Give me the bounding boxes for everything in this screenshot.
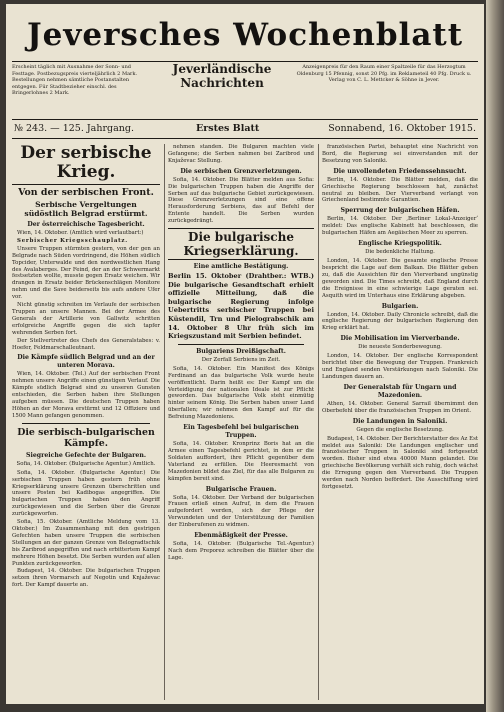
article-paragraph: Serbischer Kriegsschauplatz. — [17, 237, 128, 244]
article-paragraph: Nicht günstig schreiten im Verlaufe der serbischen Truppen an unsere Mannen. Bei der Armee des Generals der Artillerie von Gallwitz schritten erfolgreiche Angriffe gegen die sich tapfer wehrenden Serben fort. — [12, 302, 160, 336]
subheadline-movement: Die neueste Sonderbewegung. — [358, 344, 442, 351]
dateline-bottom-rule — [12, 138, 478, 139]
subheadline-attitude: Die bedenkliche Haltung. — [365, 249, 435, 256]
section-english-policy: Englische Kriegspolitik. — [358, 240, 442, 248]
headline-bulgarian-declaration: Die bulgarische Kriegserklärung. — [183, 230, 299, 259]
article-divider — [178, 344, 304, 345]
issue-number: № 243. — 125. Jahrgang. — [14, 123, 134, 134]
article-paragraph: Sofia, 15. Oktober. (Amtliche Meldung vom 13. Oktober.) Im Zusammenhang mit den gestrigen Gefechten haben unsere Truppen die serbischen Stellungen an der ganzen Grenze von Belogradtschik bis Zaribrod angegriffen und nach erbittertem Kampf mehrere Höhen besetzt. Die Serben wurden auf allen Punkten zurückgeworfen. — [12, 519, 160, 567]
article-paragraph: Berlin, 14. Oktober. Der ‚Berliner Lokal-Anzeiger‘ meldet: Das englische Kabinett hat beschlossen, die bulgarischen Häfen am Aegäischen Meer zu sperren. — [322, 216, 478, 237]
section-press: Ebenmäßigkeit der Presse. — [194, 532, 288, 540]
column-2 — [168, 144, 314, 700]
article-paragraph: London, 14. Oktober. Der englische Korrespondent berichtet über die Bewegung der Truppen. Frankreich und England senden Verstärkungen nach Saloniki. Die Landungen dauern an. — [322, 353, 478, 380]
advertising-info: Anzeigenpreis für den Raum einer Spaltzeile für das Herzogtum Oldenburg 15 Pfennig, sonst 20 Pfg. im Reklameteil 40 Pfg. Druck u. Verlag von C. L. Mettcker & Söhne in Jever. — [296, 64, 472, 84]
supplement-title-line1: Jeverländische — [172, 62, 272, 76]
section-bulgarian-women: Bulgarische Frauen. — [205, 485, 277, 493]
section-ports: Sperrung der bulgarischen Häfen. — [340, 207, 460, 215]
article-divider — [22, 423, 150, 424]
headline-box — [168, 228, 314, 260]
article-paragraph: Unsere Truppen stürmten gestern, von der gen an Belgrade nach Süden vordringend, die Höhen südlich Topcider, Unterwalde und den nordwestlichen Hang des Avalaberges. Der Feind, der an der Schwermarkt festsetzten wollte, musste gegen Ersatz weichen. Wir drangen in Ersatz beider Brückenschlägen Monitore nehm und die Save beiderseits bis aufs andere Ufer vor. — [12, 245, 160, 301]
article-paragraph: Der Stellvertreter des Chefs des Generalstabes: v. Hoefer, Feldmarschalleutnant. — [12, 337, 160, 351]
dateline — [12, 122, 478, 136]
article-paragraph: Budapest, 14. Oktober. Die bulgarischen Truppen setzen ihren Vormarsch auf Negotin und Knjaževac fort. Der Kampf dauerte an. — [12, 568, 160, 589]
subheadline-occupation: Gegen die englische Besetzung. — [356, 426, 444, 433]
article-paragraph: nehmen standen. Die Bulgaren machten viele Gefangene; die Serben nahmen bei Zaribrod und Knjaževac Stellung. — [168, 144, 314, 164]
article-paragraph: Athen, 14. Oktober. General Sarrail übernimmt den Oberbefehl über die französischen Truppen im Orient. — [322, 400, 478, 414]
subscription-info: Erscheint täglich mit Ausnahme der Sonn- und Festtage. Postbezugspreis vierteljährlich 2 Mark. Bestellungen nehmen sämtliche Postanstalten entgegen. Für Stadtbezieher einschl. des Bringerlohnes 2 Mark. — [12, 64, 138, 97]
newspaper-page — [6, 4, 484, 704]
section-order-of-day: Ein Tagesbefehl bei bulgarischen Truppen. — [183, 424, 299, 440]
section-border-violations: Die serbischen Grenzverletzungen. — [180, 167, 302, 175]
article-paragraph: Sofia, 14. Oktober. Ein Manifest des Königs Ferdinand an das bulgarische Volk wurde heute veröffentlicht. Darin heißt es: Der Kampf um die Verteidigung der nationalen Ideale ist zur Pflicht geworden. Das bulgarische Volk steht einmütig hinter seinem König. Die Serben haben unser Land überfallen; wir nehmen den Kampf auf für die Befreiung Mazedoniens. — [168, 365, 314, 421]
supplement-title — [158, 62, 286, 118]
headline-serbian-bulgarian-battles: Die serbisch-bulgarischen Kämpfe. — [17, 426, 155, 449]
subheadline-victories: Siegreiche Gefechte der Bulgaren. — [26, 451, 146, 459]
subheadline-source: Sofia, 14. Oktober. (Bulgarische Agentur.) Amtlich. — [16, 460, 156, 467]
article-paragraph: Wien, 14. Oktober. (Tel.) Auf der serbischen Front nehmen unsere Angriffe einen günstigen Verlauf. Die Kämpfe südlich Belgrad sind zu unseren Gunsten entschieden, die Serben haben ihre Stellungen aufgeben müssen. Die deutschen Truppen haben Höhen an der Morava erstürmt und 12 Offiziere und 1500 Mann gefangen genommen. — [12, 371, 160, 419]
issue-date: Sonnabend, 16. Oktober 1915. — [328, 123, 476, 134]
dateline-top-rule — [12, 119, 478, 120]
article-paragraph: Sofia, 14. Oktober. Kronprinz Boris hat an die Armee einen Tagesbefehl gerichtet, in dem er die Soldaten auffordert, ihre Pflicht gegenüber dem Vaterland zu erfüllen. Die Heeresmacht von Mazedonien bildet das Ziel, für das alle Bulgaren zu kämpfen bereit sind. — [168, 441, 314, 482]
newspaper-masthead: Jeversches Wochenblatt — [26, 17, 464, 53]
section-belgrade-fighting: Die Kämpfe südlich Belgrad und an der unteren Morava. — [17, 354, 155, 370]
section-general-staff: Der Generalstab für Ungarn und Mazedonien. — [343, 383, 457, 399]
column-1 — [12, 144, 160, 700]
bold-announcement: Berlin 15. Oktober (Drahtber.: WTB.) Die bulgarische Gesandtschaft erhielt offizielle Mitteilung, daß die bulgarische Regierung infolge Uebertritts serbischer Truppen bei Küstendil, Trn und Pielograbschik am 14. Oktober 8 Uhr früh sich im Kriegszustand mit Serbien befindet. — [168, 272, 314, 341]
article-paragraph: Sofia, 14. Oktober. Die Blätter melden aus Sofia: Die bulgarischen Truppen haben die Angriffe der Serben auf das bulgarische Gebiet zurückgewiesen. Diese Grenzverletzungen sind eine offene Herausforderung Serbiens, das auf Befehl der Entente handelt. Die Serben wurden zurückgedrängt. — [168, 176, 314, 225]
article-paragraph: Wien, 14. Oktober. (Amtlich wird verlautbart:) — [17, 230, 144, 236]
section-austrian-report: Der österreichische Tagesbericht. — [27, 221, 145, 228]
subheadline-confirmation: Eine amtliche Bestätigung. — [193, 263, 289, 271]
subheadline-serbia: Der Zerfall Serbiens im Zeit. — [201, 356, 281, 363]
article-paragraph: Budapest, 14. Oktober. Der Berichterstatter des Az Est meldet aus Saloniki: Die Landungen englischer und französischer Truppen in Saloniki sind fortgesetzt worden. Bisher sind etwa 40000 Mann gelandet. Die griechische Bevölkerung verhält sich ruhig, doch wächst die Erregung gegen den Vierverband. Die Truppen werden nach Norden befördert. Die Ausschiffung wird fortgesetzt. — [322, 435, 478, 490]
article-paragraph: Berlin, 14. Oktober. Die Blätter melden, daß die Griechische Regierung beschlossen hat, zunächst neutral zu bleiben. Der Vierverband verlangt von Griechenland bestimmte Garantien. — [322, 176, 478, 204]
section-bulgaria-short: Bulgarien. — [381, 302, 419, 310]
column-divider — [164, 144, 165, 700]
page-edge — [486, 0, 504, 712]
article-paragraph: London, 14. Oktober. Die gesamte englische Presse bespricht die Lage auf dem Balkan. Die Blätter geben zu, daß die Aussichten für den Vierverband ungünstig geworden sind. Die Times schreibt, daß England durch die Ereignisse in eine schwierige Lage geraten sei. Asquith wird im Unterhaus eine Erklärung abgeben. — [322, 258, 478, 299]
subheadline-positions: Serbische Vergeltungen südöstlich Belgrad erstürmt. — [24, 200, 148, 218]
column-divider — [318, 144, 319, 700]
article-paragraph: London, 14. Oktober. Daily Chronicle schreibt, daß die englische Regierung der bulgarischen Regierung den Krieg erklärt hat. — [322, 311, 478, 332]
subheadline-front: Von der serbischen Front. — [18, 187, 154, 198]
edition-label: Erstes Blatt — [196, 123, 260, 134]
section-peace: Die unvollendeten Friedenssehnsucht. — [333, 167, 467, 175]
article-paragraph: Sofia, 14. Oktober. (Bulgarische Tel.-Agentur.) Nach dem Preporez schreiben die Blätter über die Lage. — [168, 541, 314, 561]
article-paragraph: französischen Partei, behauptet eine Nachricht von Bord, die Regierung sei einverstanden mit der Besetzung von Saloniki. — [322, 144, 478, 164]
article-paragraph: Sofia, 14. Oktober. Der Verband der bulgarischen Frauen erließ einen Aufruf, in dem die Frauen aufgefordert werden, sich der Pflege der Verwundeten und der Unterstützung der Familien der Einberufenen zu widmen. — [168, 494, 314, 529]
supplement-title-line2: Nachrichten — [180, 76, 264, 90]
headline-serbian-war: Der serbische Krieg. — [12, 144, 160, 185]
section-saloniki: Die Landungen in Saloniki. — [352, 417, 448, 425]
column-3 — [322, 144, 478, 700]
article-paragraph: Sofia, 14. Oktober. (Bulgarische Agentur.) Die serbischen Truppen haben gestern früh ohne Kriegserklärung unsere Grenzen überschritten und unsere Posten bei Kadibogas angegriffen. Die bulgarischen Truppen haben den Angriff zurückgewiesen und die Serben über die Grenze zurückgeworfen. — [12, 469, 160, 518]
section-mobilisation: Die Mobilisation im Vierverbande. — [340, 335, 460, 343]
section-bulgaria: Bulgariens Dreißigschaft. — [196, 347, 286, 355]
